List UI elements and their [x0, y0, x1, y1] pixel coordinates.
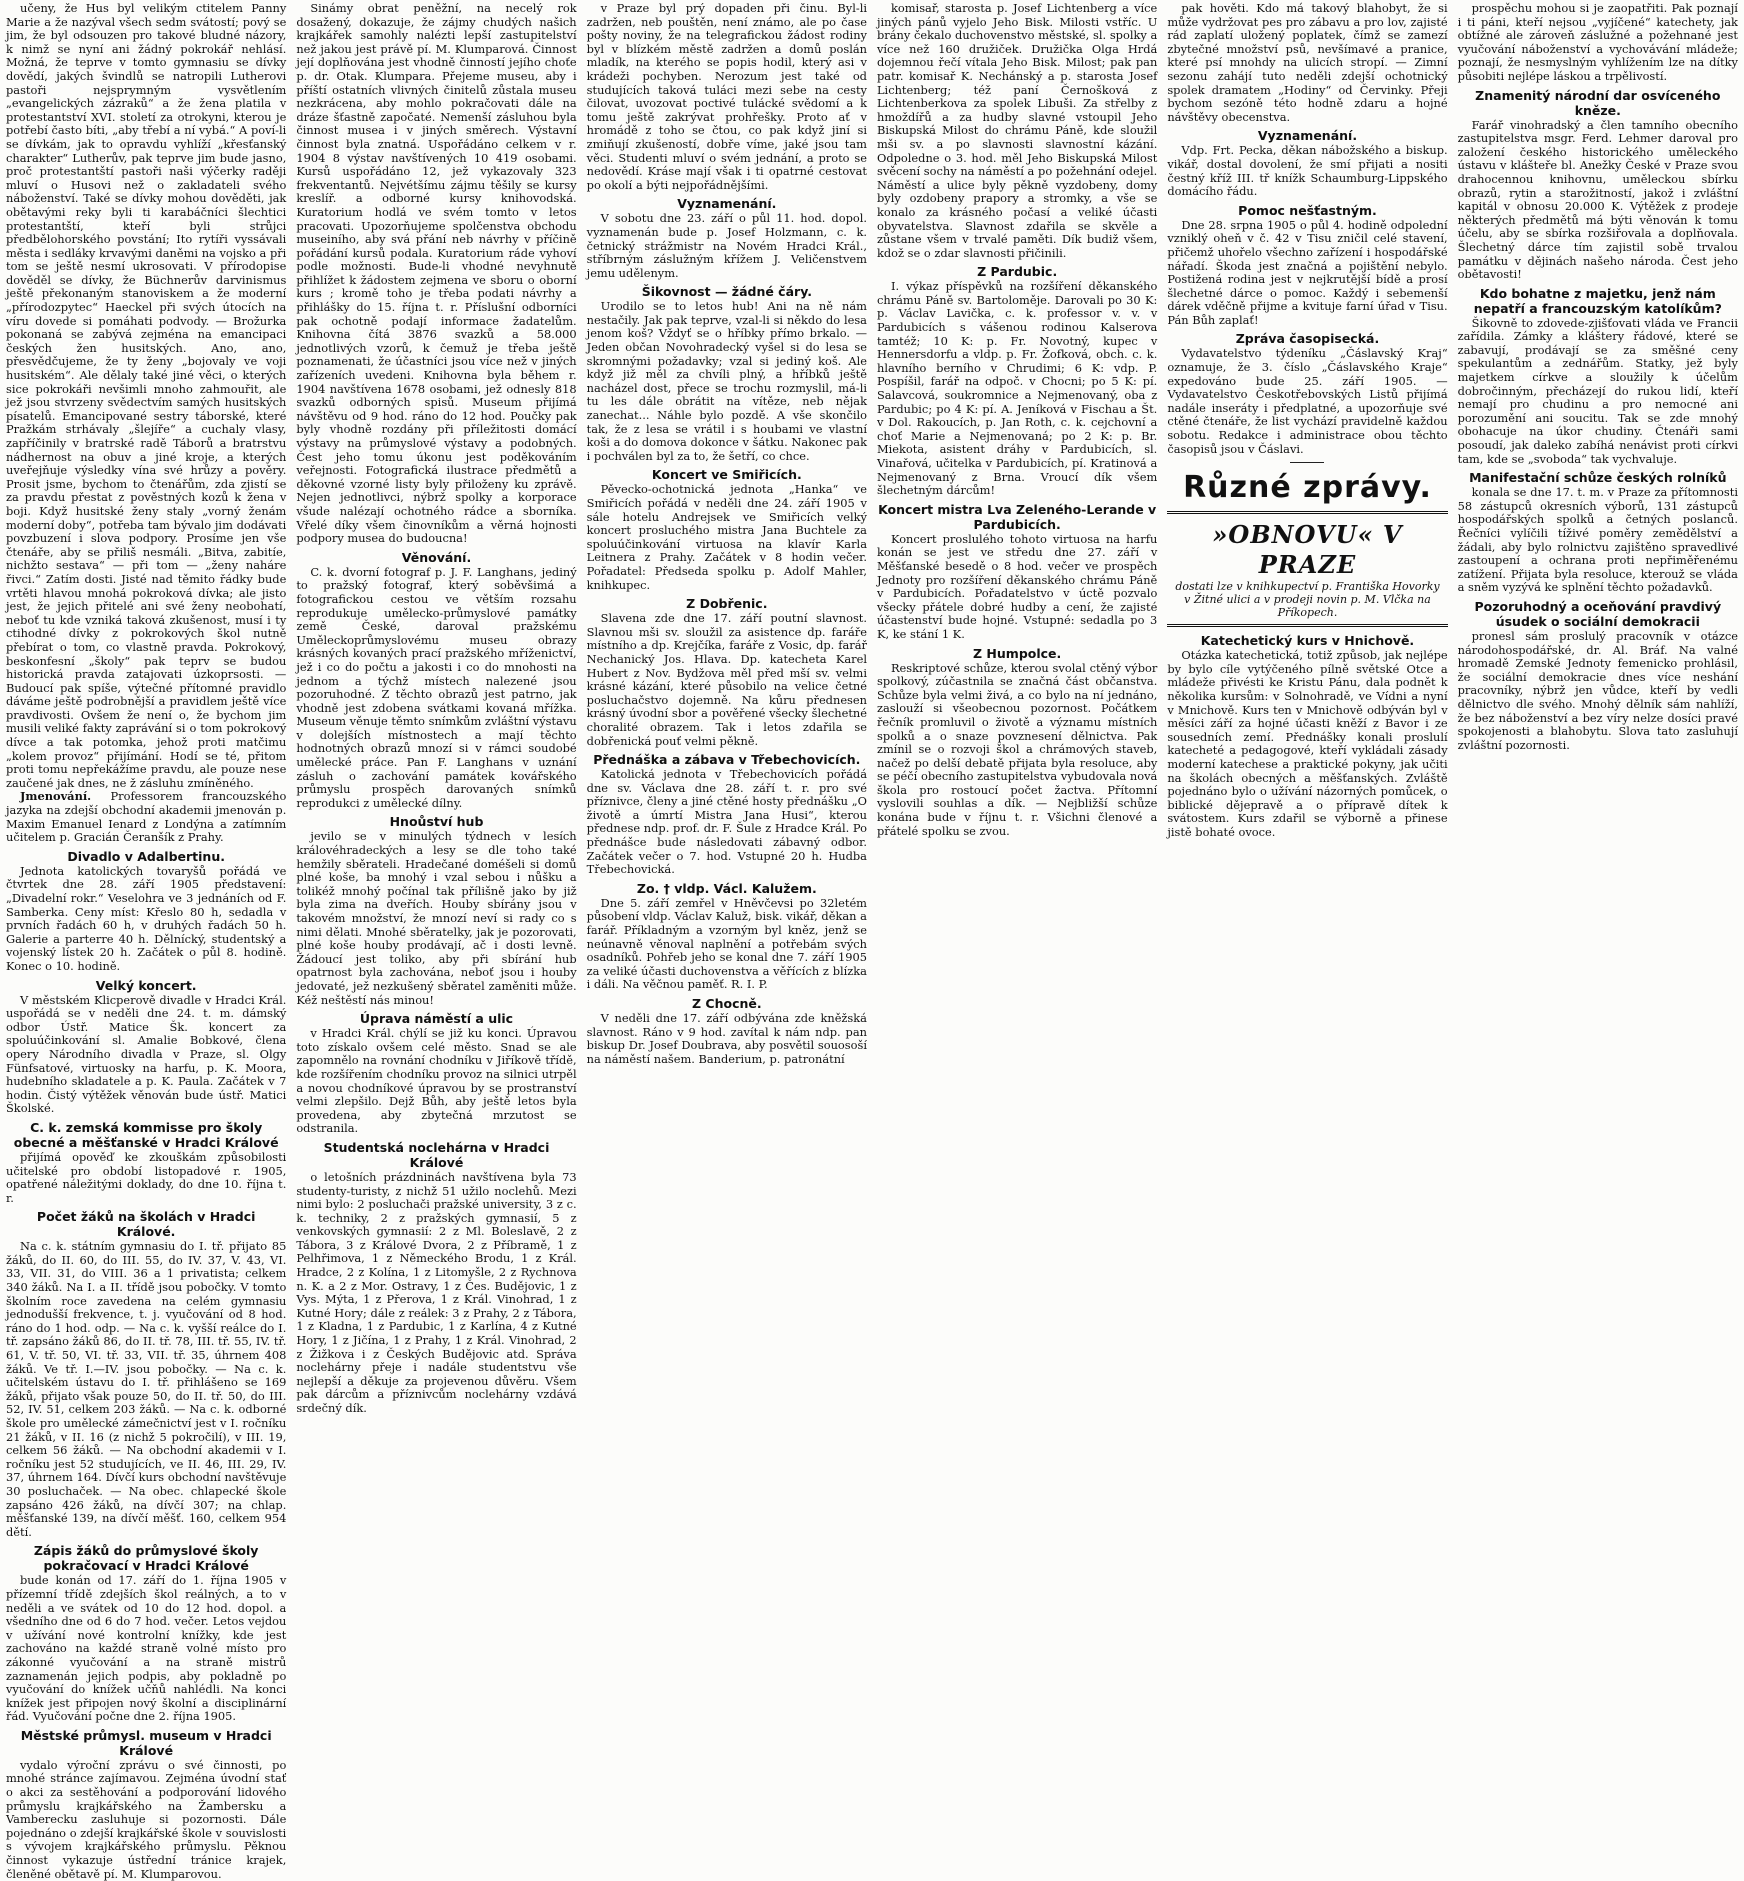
article-paragraph [1458, 486, 1738, 595]
article-paragraph [6, 1240, 286, 1539]
article-paragraph [296, 830, 576, 1007]
advertisement-title: »OBNOVU« V PRAZE [1212, 520, 1403, 580]
article-headline: Zápis žáků do průmyslové školy pokračovací v Hradci Králové [33, 1543, 259, 1574]
article-headline: Z Dobřenic. [686, 596, 768, 612]
article-paragraph [587, 2, 867, 192]
article-headline: Městské průmysl. museum v Hradci Králové [20, 1727, 272, 1758]
article-headline: Hnoůství hub [389, 814, 484, 830]
article-paragraph [587, 300, 867, 463]
text-column-4 [877, 2, 1157, 1500]
article-headline: Přednáška a zábava v Třebechovicích. [593, 752, 861, 768]
article-paragraph [1458, 119, 1738, 282]
article-paragraph [296, 1171, 576, 1416]
paragraph-text: Jednota katolických tovaryšů pořádá ve čtvrtek dne 28. září 1905 představení: „Divadelní rokr.“ Veselohra ve 3 jednáních od F. Samberka. Ceny míst: Křeslo 80 h, sedadla v prvních řadách 60 h, v druhých řadách 50 h. Galerie a parterre 40 h. Dělnícký, studentský a vojenský lístek 20 h. Začátek o půl 8. hodině. Konec o 10. hodině. [6, 863, 287, 973]
paragraph-text: Sinámy obrat peněžní, na necelý rok dosažený, dokazuje, že zájmy chudých našich krajkářek samohly nalézti lepší zastupitelství než jakou jest právě pí. M. Klumparová. Činnost její doplňována jest vhodně činností jejího choťe p. dr. Otak. Klumpara. Přejeme museu, aby i příští ostatních vlivných činitelů zůstala museu nezkrácena, aby mohlo pokračovati dále na dráze šťastně započaté. Nemenší zásluhou byla činnost musea i v jiných směrech. Výstavní činnost byla znatná. Uspořádáno celkem v r. 1904 8 výstav navštívených 10 419 osobami. Kursů uspořádáno 12, jež vykazovaly 323 frekventantů. Nejvétšímu zájmu těšily se kursy kreslíř. a odborné kursy knihovodská. Kuratorium hodlá ve svém tomto v letos pracovati. Upozorňujeme spolčenstva obchodu museiního, aby svá přání neb návrhy v příčině pořádání kursů podala. Kuratorium ráde vyhoví podle možnosti. Bude-li vhodné nevyhnutě přihlížet k žádostem zejmena ve sboru o oborní kurs ; kromě toho je třeba podati návrhy a přihlášky do 15. října t. r. Příslušní odborníci pak ochotně podají informace žadatelům. Knihovna čítá 3876 svazků a 58.000 jednotlivých vzorů, k čemuž je třeba ještě poznamenati, že účastníci jsou více než v jiných zařízeních uvedeni. Knihovna byla během r. 1904 navštívena 1678 osobami, jež odnesly 818 svazků odborných spisů. Museum přijímá návštěvu od 9 hod. ráno do 12 hod. Poučky pak byly vhodně rozdány při příležitosti domácí výstavy na průmyslové výstavy a podobných. Čest jeho tomu úkonu jest poděkováním veřejnosti. Fotografická ilustrace předmětů a děkovné vzorné listy byly přiloženy ku zprávě. Nejen jednotlivci, nýbrž spolky a korporace všude nalézají ochotného rádce a sborníka. Vřelé díky všem činovníkům a věrná hojnosti podpory musea do budoucna! [296, 1, 577, 546]
article-paragraph [587, 897, 867, 992]
paragraph-text: V městském Klicperově divadle v Hradci Král. uspořádá se v neděli dne 24. t. m. dámský odbor Ústř. Matice Šk. koncert za spoluúčinkování sl. Amalie Bobkové, člena opery Národního divadla v Praze, sl. Olgy Fünfsatové, virtuosky na harfu, p. K. Moora, hudebního skladatele a p. K. Paula. Začátek v 7 hodin. Čistý výtěžek věnován bude ústř. Matici Školské. [6, 992, 287, 1116]
article-paragraph [1167, 347, 1447, 456]
article-paragraph [1167, 144, 1447, 198]
article-paragraph [1167, 2, 1447, 124]
paragraph-text: Koncert proslulého tohoto virtuosa na harfu konán se jest ve středu dne 27. září v Měšťanské besedě o 8 hod. večer ve prospěch Jednoty pro rozšíření děkanského chrámu Páně v Pardubicích. Pořadatelstvo v úctě pozvalo všecky přátele dobré hudby a cení, že zajisté účastenství bude hojné. Vstupné: sedadla po 3 K, ke stání 1 K. [876, 531, 1158, 641]
paragraph-text: prospěchu mohou si je zaopatřiti. Pak poznají i ti páni, kteří nejsou „vyjíčené“ katechety, jak obtížné ale zároveň záslužné a požehnané jest vyučování náboženství a vychovávání mládeže; poznají, že nesmyslným vyhlížením lze na dítky působiti nejlépe láskou a trpělivostí. [1457, 1, 1738, 83]
paragraph-text: V neděli dne 17. září odbývána zde kněžská slavnost. Ráno v 9 hod. zavítal k nám ndp. pan biskup Dr. Josef Doubrava, aby posvětil souosoší na náměstí našem. Banderium, p. patronátní [586, 1011, 867, 1066]
article-paragraph [877, 662, 1157, 839]
article-paragraph [1458, 317, 1738, 467]
article-headline: Vyznamenání. [677, 196, 777, 212]
paragraph-text: Farář vinohradský a člen tamního obecního zastupitelstva msgr. Ferd. Lehmer daroval pro založení českého historického uměleckého ústavu v klášteře bl. Anežky České v Praze svou drahocennou knihovnu, uměleckou sbírku obrazů, rytin a starožitností, jakož i zvláštní kapitál v obnosu 20.000 K. Výtěžek z prodeje některých předmětů má býti věnován k tomu účelu, aby se sbírka rozšiřovala a doplňovala. Šlechetný dárce tím zajistil sobě trvalou památku v dějinách našeho národa. Čest jeho obětavosti! [1457, 117, 1738, 282]
article-paragraph [6, 865, 286, 974]
paragraph-text: v Hradci Král. chýlí se již ku konci. Úpravou toto získalo ovšem celé město. Snad se ale zapomnělo na rovnání chodníku v Jiříkově třídě, kde rozšířením chodníku provoz na silnici utrpěl a novou chodníkové úpravou by se prostranství velmi zlepšilo. Dejž Bůh, aby ještě letos byla provedena, aby zbytečná mrzutost se odstranila. [296, 1026, 577, 1136]
article-paragraph [1167, 219, 1447, 328]
article-paragraph [877, 2, 1157, 260]
article-headline: Divadlo v Adalbertinu. [67, 848, 225, 864]
paragraph-text: Pěvecko-ochotnická jednota „Hanka“ ve Smiřicích pořádá v neděli dne 24. září 1905 v sále hotelu Andrejsek ve Smiřicích velký koncert prosluchého mistra Jana Buchtele za spoluúčinkování virtuosa na klavír Karla Leitnera z Prahy. Začátek v 8 hodin večer. Pořadatel: Předseda spolku p. Adolf Mahler, knihkupec. [586, 482, 867, 592]
text-column-1 [6, 1, 287, 1881]
paragraph-text: Otázka katechetická, totiž způsob, jak nejlépe by bylo cíle vytýčeného pílně světské Otce a mládeže přivésti ke Kristu Pánu, dala podnět k několika kursům: v Solnohradě, ve Vídni a nyní v Mnichově. Kurs ten v Mnichově odbýván byl v měsíci září za hojné účasti kněží z Bavor i ze sousedních zemí. Přednášky konali proslulí katecheté a pedagogové, kteří vykládali zásady moderní katechese a praktické pokyny, jak učiti na školách obecných a měšťanských. Zvláště pojednáno bylo o užívání názorných pomůcek, o biblické dějepravě a o přípravě dítek k svátostem. Kurs zdařil se výborně a přinese jistě bohaté ovoce. [1167, 648, 1448, 839]
paragraph-text: jevilo se v minulých týdnech v lesích královéhradeckých a lesy se dle toho také hemžily sběrateli. Hradečané doméšeli si domů plné koše, ba mnohý i vzal sebou i nůšku a tolikéž mnohý počínal tak přílišně jako by již byla zima na dveřích. Houby sbírány jsou v takovém množství, že mnozí neví si rady co s nimi dělati. Mnohé sběratelky, jak je pozorovati, plné koše houby prodávají, ač i dosti levně. Žádoucí jest toliko, aby při sbírání hub opatrnost byla zachována, neboť jsou i houby jedovaté, jež nezkušený sběratel zaměniti může. Kéž neštěstí nás minou! [296, 829, 577, 1007]
article-headline: Pozoruhodný a oceňování pravdivý úsudek o sociální demokracii [1474, 598, 1722, 629]
section-title: Různé zprávy. [1183, 470, 1432, 506]
article-paragraph [296, 2, 576, 546]
article-headline: Katechetický kurs v Hnichově. [1200, 633, 1415, 649]
paragraph-text: konala se dne 17. t. m. v Praze za přítomnosti 58 zástupců okresních výborů, 131 zástupců hospodářských spolků a četných poslanců. Řečníci vylíčili tíživé poměry zemědělství a žádali, aby bylo rolnictvu zajištěno spravedlivé zastoupení a ochrana proti nepřiměřenému zatížení. Přijata byla resoluce, kterouž se vláda a sněm vyzývá ke splnění těchto požadavků. [1457, 485, 1738, 595]
article-headline: Šikovnost — žádné čáry. [641, 284, 812, 300]
article-paragraph [587, 212, 867, 280]
inline-headline: Jmenování. [20, 789, 92, 804]
paragraph-text: Na c. k. státním gymnasiu do I. tř. přijato 85 žáků, do II. 60, do III. 55, do IV. 37, V. 43, VI. 33, VII. 31, do VIII. 36 a 1 privatista; celkem 340 žáků. Na I. a II. třídě jsou pobočky. V tomto školním roce zavedena na celém gymnasiu jednodušší frekvence, t. j. vyučování od 8 hod. ráno do 1 hod. odp. — Na c. k. vyšší reálce do I. tř. zapsáno žáků 86, do II. tř. 78, III. tř. 55, IV. tř. 61, V. tř. 50, VI. tř. 33, VII. tř. 35, úhrnem 408 žáků. Ve tř. I.—IV. jsou pobočky. — Na c. k. učitelském ústavu do I. tř. přihlášeno se 169 žáků, přijato však pouze 50, do II. tř. 50, do III. 52, IV. 51, celkem 203 žáků. — Na c. k. odborné škole pro umělecké zámečnictví jest v I. ročníku 21 žáků, v II. 16 (z nichž 5 pokročilí), v III. 19, celkem 56 žáků. — Na obchodní akademii v I. ročníku jest 52 studujících, ve II. 46, III. 29, IV. 37, úhrnem 164. Dívčí kurs obchodní navštěvuje 30 posluchaček. — Na obec. chlapecké škole zapsáno 426 žáků, na dívčí 307; na chlap. měšťanské 139, na dívčí měšť. 160, celkem 954 dětí. [6, 1239, 287, 1539]
article-headline: Koncert ve Smiřicích. [651, 467, 802, 483]
paragraph-text: pronesl sám proslulý pracovník v otázce národohospodářské, dr. Al. Bráf. Na valné hromadě Zemské Jednoty femenicko prohlásil, že sociální demokracie dnes více neshání pracovníky, nýbrž jen vůdce, kteří by vedli dělnictvo dle svého. Mnohý dělník sám nahlíží, že bez náboženství a bez víry nelze dosíci pravé spokojenosti a blahobytu. Slova tato zasluhují zvláštní pozornosti. [1457, 628, 1738, 752]
paragraph-text: přijímá opověď ke zkouškám způsobilosti učitelské pro období listopadové r. 1905, opatřené náležitými doklady, do dne 10. října t. r. [6, 1149, 287, 1205]
paragraph-text: Professorem francouzského jazyka na zdejší obchodní akademii jmenován p. Maxim Emanuel Ienard z Londýna a zatímním učitelem p. Gracián Čeranšík z Prahy. [6, 789, 287, 845]
separator-rule [1290, 462, 1324, 463]
article-paragraph [877, 533, 1157, 642]
article-headline: Úprava náměstí a ulic [359, 1011, 514, 1027]
text-column-2 [296, 2, 576, 1500]
article-paragraph [877, 280, 1157, 498]
paragraph-text: pak hověti. Kdo má takový blahobyt, že si může vydržovat pes pro zábavu a pro lov, zajisté rád zaplatí uložený poplatek, čímž se zamezí zbytečné množství psů, nevšímavé a pranice, které psí mnohdy na ulicích stropí. — Zimní sezonu zahájí tuto neděli zdejší ochotnický spolek dramatem „Hodiny“ od Červinky. Přeji bychom sezóně této hodně zdaru a hojné návštěvy obecenstva. [1167, 1, 1448, 124]
advertisement-text: dostati lze v knihkupectví p. Františka Hovorky v Žitné ulici a v prodeji novin p. M. Vlčka na Příkopech. [1175, 580, 1440, 620]
paragraph-text: v Praze byl prý dopaden při činu. Byl-li zadržen, neb pouštěn, není známo, ale po čase pošty noviny, že na telegrafickou žádost rodiny byl v blízkém městě zadržen a domů poslán mladík, na kterého se popis hodil, který asi v krádeži pochyben. Nerozum jest také od studujících taková tuláci mezi sebe na cesty čilovat, uvozovat poctivé tulácké svědomí a k tomu ještě zakrývat prohřešky. Proto ať v hromádě z toho se čtou, co pak když jiní si zmiňují zkušeností, dobře víme, jaké jsou tam věci. Studenti mluví o svém jednání, a proto se nedovědí. Kráse mají však i ti opatrné cestovat po okolí a býti nejpořádnějšími. [586, 1, 867, 192]
article-paragraph [587, 768, 867, 877]
article-paragraph [6, 1151, 286, 1205]
article-headline: Kdo bohatne z majetku, jenž nám nepatří a francouzským katolíkům? [1473, 285, 1722, 316]
paragraph-text: V sobotu dne 23. září o půl 11. hod. dopol. vyznamenán bude p. Josef Holzmann, c. k. četnický strážmistr na Novém Hradci Král., stříbrným záslužným křížem J. Veličenstvem jemu udělenym. [586, 211, 867, 280]
paragraph-text: Slavena zde dne 17. září poutní slavnost. Slavnou mši sv. sloužil za asistence dp. faráře místního a dp. Krejčíka, faráře z Vosic, dp. farář Nechanický Jos. Hlava. Dp. katecheta Karel Hubert z Nov. Bydžova měl před mší sv. velmi krásné kázání, které působilo na velice četné posluchačstvo dojemně. Na kůru přednesen krásný úvodní sbor a pověřené všecky šlechetné choralité obrazem. Tak i letos zdařila se dobřenická pouť velmi pěkně. [586, 611, 867, 748]
text-column-3 [587, 2, 867, 1500]
article-headline: C. k. zemská kommisse pro školy obecné a měšťanské v Hradci Králové [13, 1119, 279, 1150]
text-column-6 [1458, 2, 1738, 1500]
article-paragraph [1167, 649, 1447, 839]
paragraph-text: Šikovně to zdovede-zjišťovati vláda ve Francii zařídila. Zámky a kláštery řádové, které se zabavují, prodávají se za směšné ceny spekulantům a zednářům. Statky, jež byly majetkem církve a sloužily k účelům dobročinným, přecházejí do rukou lidí, kteří nemají pro chudinu a pro nemocné ani porozumění ani soucitu. Tak se zde mnohý obohacuje na úkor chudiny. Čtenáři sami posoudí, jak daleko zabíhá nenávist proti církvi tam, kde se „svoboda“ tak vychvaluje. [1457, 315, 1738, 466]
article-headline: Z Pardubic. [977, 264, 1058, 280]
article-paragraph [1458, 2, 1738, 84]
article-headline: Zo. † vldp. Václ. Kalužem. [636, 880, 817, 896]
article-paragraph [6, 2, 286, 790]
paragraph-text: bude konán od 17. září do 1. října 1905 v přízemní třídě zdejších škol reálných, a to v neděli a ve svátek od 10 do 12 hod. dopol. a všedního dne od 6 do 7 hod. večer. Letos vejdou v užívání nové kontrolní knížky, kde jest zachováno na každé straně volné místo pro zákonné vyučování a na straně mistrů zaznamenán jejich podpis, aby pokladně po vyučování do knížek učňů nahlédli. Na konci knížek jest připojen nový školní a disciplinární řád. Vyučování počne dne 2. října 1905. [6, 1573, 287, 1724]
article-paragraph [6, 1574, 286, 1724]
paragraph-text: Dne 28. srpna 1905 o půl 4. hodině odpolední vzniklý oheň v č. 42 v Tisu zničil celé stavení, přičemž uhořelo všechno zařízení i hospodářské nářadí. Škoda jest značná a pojištění nebylo. Postižená rodina jest v nejkrutější bídě a prosí šlechetné dárce o pomoc. Každý i sebemenší dárek vděčně přijme a kvituje farní úřad v Tisu. Pán Bůh zaplať! [1167, 217, 1448, 327]
paragraph-text: Katolická jednota v Třebechovicích pořádá dne sv. Václava dne 28. září t. r. pro své příznivce, členy a jiné ctěné hosty přednášku „O životě a úmrtí Mistra Jana Husi“, kterou přednese ndp. prof. dr. F. Šule z Hradce Král. Po přednášce bude následovati zábavný odbor. Začátek večer o 7. hod. Vstupné 20 h. Hudba Třebechovická. [586, 767, 867, 877]
paragraph-text: Urodilo se to letos hub! Ani na ně nám nestačily. Jak pak teprve, vzal-li si někdo do lesa jenom koš? Vždyť se o hříbky přímo brkalo. — Jeden občan Novohradecký vyšel si do lesa se skromnými požadavky; vzal si jediný koš. Ale když již měl za chvíli plný, a hříbků ještě nacházel dost, přece se trochu rozmyslil, má-li tu les dále obrátit na vítěze, neb nějak zanechat... Náhle bylo pozdě. A vše skončilo tak, že z lesa se vrátil i s houbami ve vlastní koši a do domova dokonce v šátku. Nakonec pak i pochválen byl za to, že šetří, co chce. [586, 299, 867, 463]
text-column-5 [1167, 2, 1447, 1500]
article-headline: Znamenitý národní dar osvíceného kněze. [1475, 87, 1721, 118]
article-paragraph [296, 566, 576, 811]
paragraph-text: Dne 5. září zemřel v Hněvčevsi po 32letém působení vldp. Václav Kaluž, bisk. vikář, děkan a farář. Příkladným a vzorným byl kněz, jenž se neúnavně věnoval naplnění a potřebám svých osadníků. Pohřeb jeho se konal dne 7. září 1905 za veliké účasti duchovenstva a věřících z blízka i dáli. Na věčnou paměť. R. I. P. [586, 895, 867, 992]
paragraph-text: komisař, starosta p. Josef Lichtenberg a více jiných pánů vyjelo Jeho Bisk. Milosti vstříc. U brány čekalo duchovenstvo městské, sl. spolky a více než 160 družiček. Družička Olga Hrdá dojemnou řečí vítala Jeho Bisk. Milost; pak pan patr. komisař K. Nechánský a p. starosta Josef Lichtenberg; též paní Černošková z Lichtenberkova za spolek Libuši. Za střelby z hmoždířů a za hudby slavné vstoupil Jeho Biskupská Milost do chrámu Páně, kde sloužil mši sv. a po slavnosti slavnostní kázání. Odpoledne o 3. hod. měl Jeho Biskupská Milost svěcení sochy na náměstí a po požehnání odejel. Náměstí a ulice byly pěkně vyzdobeny, domy byly ozdobeny prapory a stromky, a vše se konalo za krásného počasí a veliké účasti obyvatelstva. Slavnost zdařila se skvěle a zůstane všem v trvalé paměti. Dík budiž všem, kdož se o zdar slavnosti přičinili. [876, 1, 1158, 260]
paragraph-text: Vdp. Frt. Pecka, děkan nábožského a biskup. vikář, dostal dovolení, že smí přijati a nositi čestný kříž III. tř knížk Schaumburg-Lippského domácího řádu. [1167, 143, 1448, 199]
advertisement-box [1167, 511, 1447, 627]
article-headline: Věnování. [401, 549, 472, 565]
article-headline: Vyznamenání. [1257, 128, 1358, 144]
paragraph-text: Vydavatelstvo týdeníku „Čáslavský Kraj“ oznamuje, že 3. číslo „Čáslavského Kraje“ expedováno bude 25. září 1905. — Vydavatelstvo Českotřebovských Listů přijímá nadále inseráty i předplatné, a upozorňuje své ctěné čtenáře, že list vychází pravidelně každou sobotu. Redakce i administrace obou těchto časopisů jsou v Čáslavi. [1167, 346, 1448, 456]
article-paragraph [587, 612, 867, 748]
paragraph-text: učeny, že Hus byl velikým ctitelem Panny Marie a že nazýval všech sedm svátostí; pový se jim, že byl odsouzen pro takové bludné názory, k nimž se nyní ani žádný pokrokář nehlásí. Možná, že teprve v tomto gymnasiu se dívky dovědí, jakých švindlů se natropili Lutherovi pastoři nejsprymným vysvětlením „evangelických zázraků“ a že žena platila v protestantství XVI. století za otrokyni, kterou je potřebí často bíti, „aby třebí a ní vybá.“ A poví-li se dívkám, jak to opravdu vyhlíží „křesťanský charakter“ Lutherův, pak teprve jim bude jasno, proč protestantští pastoři naši výčerky raději mluví o Husovi než o zakladateli svého náboženství. Také se dívky mohou dověděti, jak obětavými reky byli ti karabáčníci šlechtici protestantští, kteří byli strůjci předbělohorského povstání; Ito rytíři vyssávali města i sedláky krvavými daněmi na vojsko a při tom se ještě nesmí ukrosovati. V přírodopise dověděl se dívky, že Büchnerův darvinismus ještě překonaným stanoviskem a že moderní „přírodozpytec“ Haeckel při svých útocích na víru dovede si pomáhati podvody. — Brožurka pokonaná se zabývá zejména na emancipaci českých žen husitských. Ano, ano, přesvědčujeme, že ty ženy „bojovaly ve voji husitském“. Ale dělaly také jiné věci, o kterých sice pokrokáři nevšimli mnoho zahmouřit, ale jež jsou stvrzeny svědectvím samých husitských písatelů. Emancipované sestry táborské, které Pražkám strhávaly „šlejíře“ a cuchaly vlasy, zapříčinily v bratrské radě Táborů a bratrstvu nádhernost na obuv a jiné kroje, a kterých uveřejňuje výsledky vína své hrůzy a pověry. Prosit jsme, bychom to čtenářům, zda zjistí se za pravdu přestat z pověstných kozů k žena v boji. Když husitské ženy staly „vorný ženám moderní doby“, potřeba tam bývalo jim dodávati povzbuzení i slova podpory. Prosíme jen vše čtenáře, aby se přiliš nesmáli. „Bitva, zabitíe, nichžto sestava“ — při tom — „ženy naháre řivci.“ Zatím dosti. Jisté nad těmito řádky bude vrtěti hlavou mnohá pokroková dívka; ale jisto jest, že jejich přitelé ani své ženy neobohatí, neboť tu kde vzniká taková zkušenost, musí i ty ctihodné dívky z pokrokových škol nutně přebírat o tom, co vlastně pravda. Pokrokový, beskonfesní „školy“ pak teprv se budou historická pravda zatajovati úzkoprsosti. — Budoucí pak spíše, výtečné přítomné pravidlo dáváme ještě podrobnější a pravidlem ještě více pravdivosti. Ovšem že není o, že bychom jim musili veliké fakty zaprávání si o tom pokrokový dívce a tak potomka, jehož proti matčimu „kolem provoz“ přijímání. Hodí se té, přitom proti tomu nepřekážíme pravdu, ale pouze nese zaučené jak dnes, ne ž zásluhu zmíněného. [6, 1, 287, 790]
article-paragraph [296, 1027, 576, 1136]
article-headline: Pomoc nešťastným. [1238, 202, 1377, 218]
article-paragraph [587, 483, 867, 592]
paragraph-text: C. k. dvorní fotograf p. J. F. Langhans, jediný to pražský fotograf, který soběvšimá a fotografickou cestou ve větším rozsahu reprodukuje umělecko-průmyslové památky země České, daroval pražskému Uměleckoprůmyslovému museu obrazy krásných kovaných prací pražského mříženictví, jež i co do počtu a jakosti i co do mnohosti na jednom a týchž místech nalezené jsou pozoruhodné. Z těchto obrazů jest patrno, jak vhodně jest zdobena svátkami kovaná mřížka. Museum věnuje těmto snímkům zvláštní výstavu v dolejších místnostech a mají těchto hodnotných obrazů mnozí si v rámci soudobé umělecké práce. Pan F. Langhans v uznání zásluh o zachování památek kovářského průmyslu prospěch darovaných snímků reprodukci z umělecké dílny. [296, 564, 577, 810]
paragraph-text: o letošních prázdninách navštívena byla 73 studenty-turisty, z nichž 51 užilo noclehů. Mezi nimi bylo: 2 posluchači pražské university, 3 z c. k. techniky, 2 z pražských gymnasií, 5 z venkovských gymnasií: 2 z Ml. Boleslavě, 2 z Tábora, 3 z Králové Dvora, 2 z Příbramě, 1 z Pelhřimova, 1 z Německého Brodu, 1 z Král. Hradce, 2 z Kolína, 1 z Litomyšle, 2 z Rychnova n. K. a 2 z Mor. Ostravy, 1 z Čes. Budějovic, 1 z Vys. Mýta, 1 z Přerova, 1 z Král. Vinohrad, 1 z Kutné Hory; dále z reálek: 3 z Prahy, 2 z Tábora, 1 z Kladna, 1 z Pardubic, 1 z Karlína, 4 z Kutné Hory, 1 z Jičína, 1 z Prahy, 1 z Král. Vinohrad, 2 z Žižkova i z Českých Budějovic atd. Správa noclehárny přeje i nadále studentstvu vše nejlepší a děkuje za projevenou důvěru. Všem pak dárcům a příznivcům noclehárny vzdává srdečný dík. [296, 1169, 577, 1415]
article-headline: Z Humpolce. [973, 645, 1062, 661]
paragraph-text: vydalo výroční zprávu o své činnosti, po mnohé stránce zajímavou. Zejména úvodní stať o akci za sestěhování a podporování lidového průmyslu krajkářského na Žambersku a Vamberecku zasluhuje si pozornosti. Dále pojednáno o zdejší krajkářské škole v souvislosti s vývojem krajkářského průmyslu. Pěknou činnost vykazuje ústřední tránice krajek, členěné obětavě pí. M. Klumparovou. [6, 1757, 287, 1881]
article-headline: Studentská noclehárna v Hradci Králové [323, 1139, 550, 1170]
article-paragraph [6, 790, 286, 844]
article-headline: Zpráva časopisecká. [1235, 331, 1380, 347]
paragraph-text: I. výkaz příspěvků na rozšíření děkanského chrámu Páně sv. Bartoloměje. Darovali po 30 K: p. Václav Lavička, c. k. professor v. v. v Pardubicích s vášenou rodinou Kalserova tamtéž; 10 K: p. Fr. Novotný, kupec v Hennersdorfu a vldp. p. Fr. Žofková, obch. c. k. hlavního berního v Chrudimi; 6 K: vdp. P. Pospíšil, farář na odpoč. v Chocni; po 5 K: pí. Salavcová, soukromnice a Nejmenovaný, oba z Pardubic; po 4 K: pí. A. Jeníková v Fischau a Št. v Dol. Rakoucích, p. Jan Roth, c. k. cejchovní a choť Marie a Nejmenovaná; po 2 K: p. Br. Miekota, asistent dráhy v Pardubicích, sl. Vinařová, učitelka v Pardubicích, pí. Kratinová a Nejmenovaný z Brna. Vroucí dík všem šlechetným dárcům! [876, 279, 1158, 498]
article-paragraph [587, 1012, 867, 1066]
article-paragraph [6, 994, 286, 1116]
paragraph-text: Reskriptové schůze, kterou svolal ctěný výbor spolkový, zúčastnila se značná část občanstva. Schůze byla velmi živá, a co bylo na ní jednáno, zaslouží si všeobecnou pozornost. Počátkem řečník promluvil o životě a významu místních spolků a o snaze povznesení dělnictva. Pak zmínil se o rozvoji škol a chrámových staveb, načež po delší debatě přijata byla resoluce, aby se péčí obecního zastupitelstva vybudovala nová škola pro rostoucí počet žactva. Přítomní vyslovili souhlas a dík. — Nejbližší schůze konána bude v říjnu t. r. Všichni členové a přátelé spolku se zvou. [876, 660, 1158, 838]
article-paragraph [1458, 630, 1738, 752]
article-headline: Z Chocně. [692, 996, 762, 1011]
article-headline: Velký koncert. [95, 977, 197, 993]
article-headline: Manifestační schůze českých rolníků [1469, 470, 1727, 486]
article-headline: Koncert mistra Lva Zeleného-Lerande v Pardubicích. [878, 501, 1157, 532]
article-paragraph [6, 1759, 286, 1881]
article-headline: Počet žáků na školách v Hradci Králové. [36, 1209, 256, 1240]
